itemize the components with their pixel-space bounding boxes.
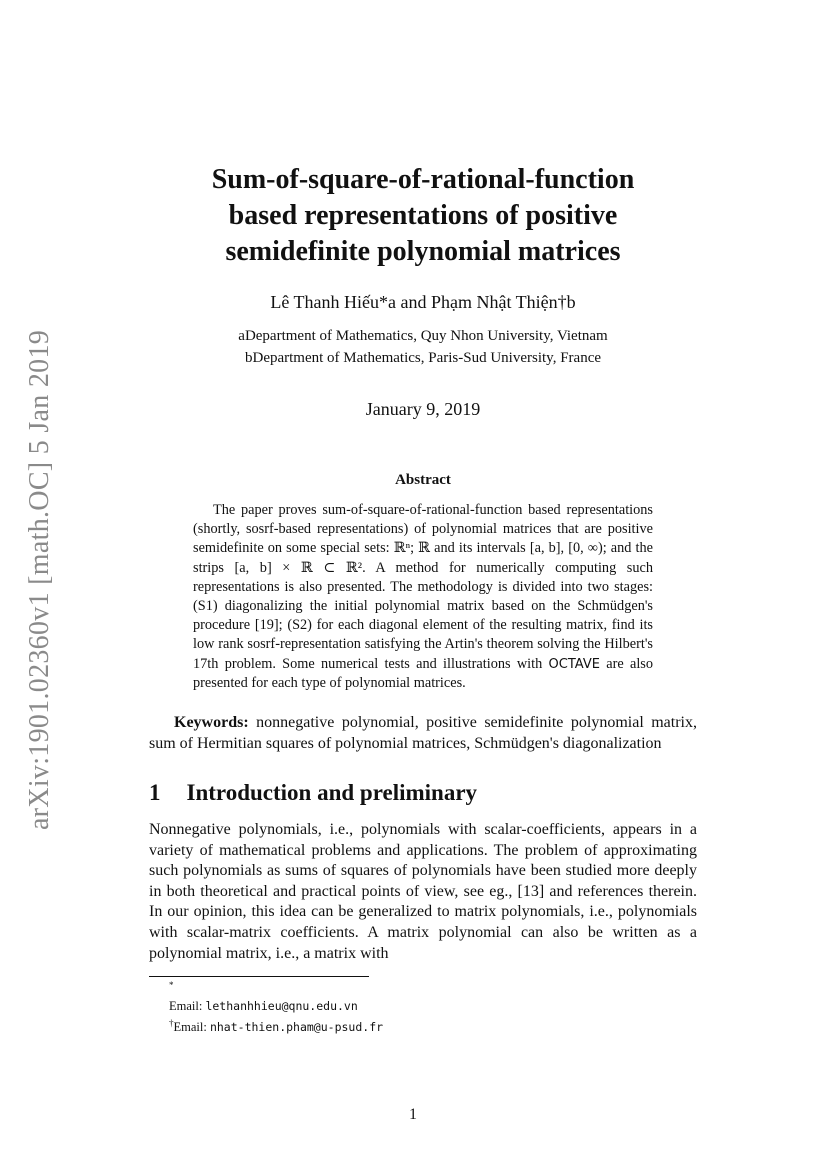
title-line-3: semidefinite polynomial matrices (225, 236, 621, 267)
page-number: 1 (409, 1106, 417, 1123)
abstract-heading: Abstract (395, 472, 451, 488)
affiliation-b: bDepartment of Mathematics, Paris-Sud University, France (244, 350, 602, 366)
keywords (149, 713, 697, 754)
abstract-text: The paper proves sum-of-square-of-rational-function based representations (shortly, sosrf-based representations) of polynomial matrices that are positive semidefinite on some special sets: ℝⁿ; ℝ and its intervals [a, b], [0, ∞); and the strips [a, b] × ℝ ⊂ ℝ². A method for numerically computing such representations is also presented. The methodology is divided into two stages: (S1) diagonalizing the initial polynomial matrix based on the Schmüdgen's procedure [19]; (S2) for each diagonal element of the resulting matrix, find its low rank sosrf-representation satisfying the Artin's theorem solving the Hilbert's 17th problem. Some numerical tests and illustrations with (193, 502, 653, 672)
page-content (149, 150, 697, 1037)
footnote-mark: † (169, 1018, 174, 1029)
keywords-text: nonnegative polynomial, positive semidefinite polynomial matrix, sum of Hermitian squares of polynomial matrices, Schmüdgen's diagonalization (149, 714, 697, 752)
footnote-2 (149, 1015, 697, 1036)
footnote-label: Email: (169, 999, 203, 1014)
abstract-body (193, 501, 653, 693)
paper-title (149, 162, 697, 270)
abstract-text-end: are also presented for each type of polynomial matrices. (193, 655, 654, 691)
authors: Lê Thanh Hiếu*a and Phạm Nhật Thiện†b (270, 292, 576, 312)
date: January 9, 2019 (365, 399, 481, 419)
software-name: OCTAVE (548, 656, 600, 672)
section-body: Nonnegative polynomials, i.e., polynomials with scalar-coefficients, appears in a variety of mathematical problems and applications. The problem of approximating such polynomials as sums of squares of polynomials have been studied more deeply in both theoretical and practical points of view, see eg., [13] and references therein. In our opinion, this idea can be generalized to matrix polynomials, i.e., polynomials with scalar-matrix coefficients. A matrix polynomial can also be written as a polynomial matrix, i.e., a matrix with (149, 821, 697, 962)
footnote-1 (149, 977, 697, 1015)
arxiv-stamp: arXiv:1901.02360v1 [math.OC] 5 Jan 2019 (24, 329, 55, 831)
affiliations (149, 325, 697, 369)
section-title: Introduction and preliminary (186, 780, 478, 806)
section-number: 1 (149, 780, 161, 806)
footnote-label: Email: (173, 1020, 207, 1035)
title-line-1: Sum-of-square-of-rational-function (211, 164, 635, 195)
footnote-mark: * (169, 980, 174, 991)
email-link[interactable]: lethanhhieu@qnu.edu.vn (205, 999, 358, 1014)
affiliation-a: aDepartment of Mathematics, Quy Nhon University, Vietnam (238, 328, 608, 344)
title-line-2: based representations of positive (228, 200, 618, 231)
keywords-label: Keywords: (174, 714, 249, 732)
section-heading (149, 780, 697, 806)
email-link[interactable]: nhat-thien.pham@u-psud.fr (209, 1020, 384, 1035)
